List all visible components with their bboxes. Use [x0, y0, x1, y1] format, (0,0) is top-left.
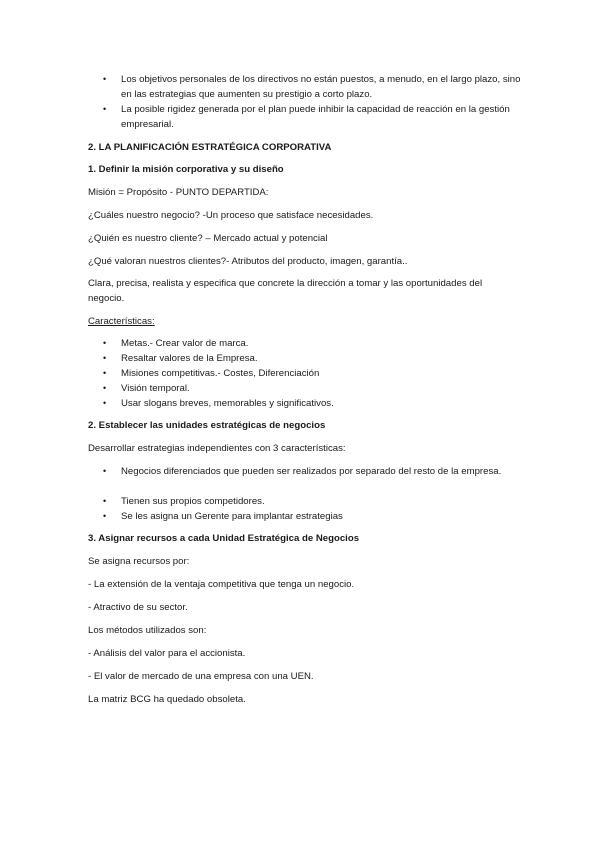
caracteristicas-label: Características: — [88, 316, 155, 327]
uen-item: Se les asigna un Gerente para implantar estrategias — [121, 511, 343, 522]
subsection-1-heading: 1. Definir la misión corporativa y su diseño — [88, 164, 284, 175]
bullet-marker: • — [103, 511, 107, 521]
bullet-marker: • — [103, 74, 107, 84]
bullet-marker: • — [103, 398, 107, 408]
subsection-3-heading: 3. Asignar recursos a cada Unidad Estratégica de Negocios — [88, 533, 360, 544]
section-2-heading: 2. LA PLANIFICACIÓN ESTRATÉGICA CORPORATIVA — [88, 142, 332, 153]
metodo-1: - Análisis del valor para el accionista. — [88, 648, 246, 659]
bullet-marker: • — [103, 338, 107, 348]
subsection-2-heading: 2. Establecer las unidades estratégicas de negocios — [88, 420, 326, 431]
uen-item: Negocios diferenciados que pueden ser realizados por separado del resto de la empresa. — [121, 466, 502, 477]
bullet-top-1: Los objetivos personales de los directivos no están puestos, a menudo, en el largo plazo, sino en las estrategias que aumenten su prestigio a corto plazo. — [121, 74, 521, 100]
question-3: ¿Qué valoran nuestros clientes?- Atributos del producto, imagen, garantía.. — [88, 256, 408, 267]
bullet-top-2: La posible rigidez generada por el plan puede inhibir la capacidad de reacción en la gestión empresarial. — [121, 104, 510, 130]
bullet-marker: • — [103, 496, 107, 506]
recurso-1: - La extensión de la ventaja competitiva que tenga un negocio. — [88, 579, 355, 590]
bullet-marker: • — [103, 353, 107, 363]
metodos-line: Los métodos utilizados son: — [88, 625, 207, 636]
caracteristica-item: Misiones competitivas.- Costes, Diferenciación — [121, 368, 320, 379]
question-1: ¿Cuáles nuestro negocio? -Un proceso que satisface necesidades. — [88, 210, 374, 221]
uen-item: Tienen sus propios competidores. — [121, 496, 265, 507]
bullet-marker: • — [103, 104, 107, 114]
caracteristica-item: Resaltar valores de la Empresa. — [121, 353, 258, 364]
recurso-2: - Atractivo de su sector. — [88, 602, 188, 613]
bullet-marker: • — [103, 368, 107, 378]
bullet-marker: • — [103, 466, 107, 476]
bcg-line: La matriz BCG ha quedado obsoleta. — [88, 694, 246, 705]
caracteristica-item: Usar slogans breves, memorables y significativos. — [121, 398, 334, 409]
caracteristica-item: Visión temporal. — [121, 383, 190, 394]
clara-paragraph: Clara, precisa, realista y especifica que concrete la dirección a tomar y las oportunidades del negocio. — [88, 278, 483, 304]
se-asigna-line: Se asigna recursos por: — [88, 556, 190, 567]
metodo-2: - El valor de mercado de una empresa con una UEN. — [88, 671, 314, 682]
question-2: ¿Quién es nuestro cliente? – Mercado actual y potencial — [88, 233, 328, 244]
mision-line: Misión = Propósito - PUNTO DEPARTIDA: — [88, 187, 269, 198]
desarrollar-line: Desarrollar estrategias independientes con 3 características: — [88, 443, 346, 454]
bullet-marker: • — [103, 383, 107, 393]
caracteristica-item: Metas.- Crear valor de marca. — [121, 338, 249, 349]
